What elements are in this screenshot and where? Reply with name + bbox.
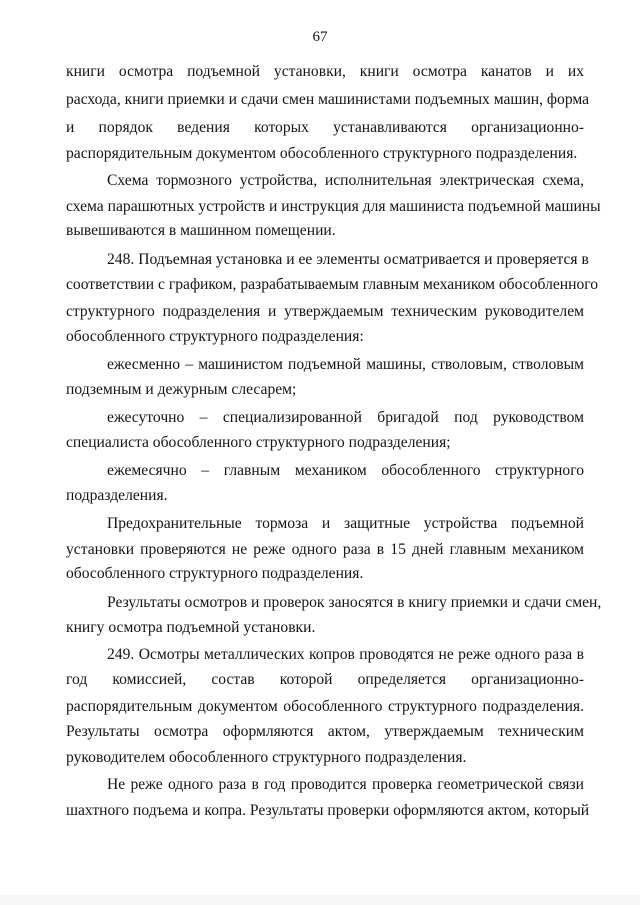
paragraph-line: вывешиваются в машинном помещении. xyxy=(66,222,336,239)
paragraph-line: схема парашютных устройств и инструкция для машиниста подъемной машины xyxy=(66,198,601,215)
paragraph-line: Не реже одного раза в год проводится проверка геометрической связи xyxy=(107,776,584,793)
paragraph-line: ежемесячно – главным механиком обособленного структурного xyxy=(107,462,584,479)
paragraph-line: установки проверяются не реже одного раза в 15 дней главным механиком xyxy=(66,541,584,558)
paragraph-line: год комиссией, состав которой определяется организационно- xyxy=(66,671,584,688)
paragraph-line: обособленного структурного подразделения: xyxy=(66,328,364,345)
paragraph-line: ежесуточно – специализированной бригадой под руководством xyxy=(107,409,584,426)
paragraph-line: Результаты осмотра оформляются актом, утверждаемым техническим xyxy=(66,723,584,740)
page-bottom-edge xyxy=(0,895,640,905)
paragraph-line: и порядок ведения которых устанавливаются организационно- xyxy=(66,119,584,136)
paragraph-line: специалиста обособленного структурного подразделения; xyxy=(66,434,451,451)
paragraph-line: обособленного структурного подразделения. xyxy=(66,565,364,582)
paragraph-line: Результаты осмотров и проверок заносятся в книгу приемки и сдачи смен, xyxy=(107,594,602,611)
paragraph-line: ежесменно – машинистом подъемной машины, стволовым, стволовым xyxy=(107,356,584,373)
paragraph-line: 248. Подъемная установка и ее элементы осматривается и проверяется в xyxy=(107,251,589,268)
paragraph-line: подземным и дежурным слесарем; xyxy=(66,381,297,398)
paragraph-line: руководителем обособленного структурного подразделения. xyxy=(66,749,467,766)
paragraph-line: структурного подразделения и утверждаемым техническим руководителем xyxy=(66,303,584,320)
paragraph-line: подразделения. xyxy=(66,487,168,504)
paragraph-line: расхода, книги приемки и сдачи смен машинистами подъемных машин, форма xyxy=(66,91,590,108)
paragraph-line: распорядительным документом обособленного структурного подразделения. xyxy=(66,145,578,162)
paragraph-line: шахтного подъема и копра. Результаты проверки оформляются актом, который xyxy=(66,802,590,819)
paragraph-line: Схема тормозного устройства, исполнительная электрическая схема, xyxy=(107,172,584,189)
paragraph-line: 249. Осмотры металлических копров проводятся не реже одного раза в xyxy=(107,646,584,663)
paragraph-line: соответствии с графиком, разрабатываемым главным механиком обособленного xyxy=(66,276,599,293)
paragraph-line: Предохранительные тормоза и защитные устройства подъемной xyxy=(107,515,584,532)
page-number: 67 xyxy=(312,29,328,45)
paragraph-line: книгу осмотра подъемной установки. xyxy=(66,619,316,636)
paragraph-line: книги осмотра подъемной установки, книги осмотра канатов и их xyxy=(66,63,584,80)
paragraph-line: распорядительным документом обособленного структурного подразделения. xyxy=(66,698,584,715)
